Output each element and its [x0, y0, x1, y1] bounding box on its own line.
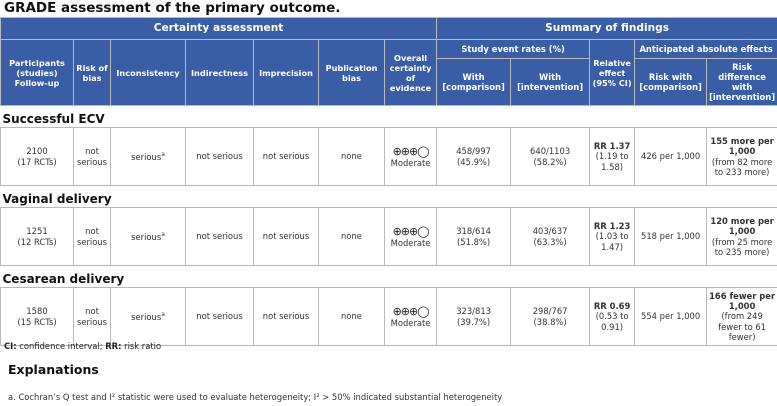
risk-with-comparison-cell: 518 per 1,000	[635, 208, 707, 266]
certainty-assessment-header: Certainty assessment	[1, 18, 437, 40]
publication-bias-cell: none	[319, 128, 385, 186]
indirectness-cell: not serious	[186, 208, 254, 266]
relative-effect-cell: RR 1.37 (1.19 to 1.58)	[590, 128, 635, 186]
summary-of-findings-header: Summary of findings	[437, 18, 777, 40]
with-comparison-cell: 323/813 (39.7%)	[437, 288, 511, 346]
col-overall-certainty: Overall certainty of evidence	[385, 40, 437, 106]
col-imprecision: Imprecision	[254, 40, 319, 106]
indirectness-cell: not serious	[186, 288, 254, 346]
outcome-rows	[1, 106, 777, 346]
col-with-intervention: With [intervention]	[511, 59, 590, 106]
anticipated-effects-header: Anticipated absolute effects	[635, 40, 777, 59]
col-risk-difference: Risk difference with [intervention]	[707, 59, 777, 106]
outcome-name: Successful ECV	[2, 112, 105, 127]
risk-with-comparison-cell: 554 per 1,000	[635, 288, 707, 346]
abbreviations-footnote: CI: confidence interval; RR: risk ratio	[4, 341, 162, 351]
col-participants: Participants (studies) Follow-up	[1, 40, 74, 106]
col-relative-effect: Relative effect (95% CI)	[590, 40, 635, 106]
certainty-cell: ⊕⊕⊕◯ Moderate	[385, 288, 437, 346]
risk-difference-cell: 166 fewer per 1,000 (from 249 fewer to 61 fewer)	[707, 288, 777, 346]
col-publication-bias: Publication bias	[319, 40, 385, 106]
with-intervention-cell: 298/767 (38.8%)	[511, 288, 590, 346]
relative-effect-cell: RR 1.23 (1.03 to 1.47)	[590, 208, 635, 266]
outcome-name: Vaginal delivery	[2, 192, 112, 207]
col-risk-of-bias: Risk of bias	[74, 40, 111, 106]
inconsistency-cell: serious$^a$	[111, 208, 186, 266]
imprecision-cell: not serious	[254, 288, 319, 346]
certainty-cell: ⊕⊕⊕◯ Moderate	[385, 128, 437, 186]
risk-difference-cell: 155 more per 1,000 (from 82 more to 233 more)	[707, 128, 777, 186]
col-inconsistency: Inconsistency	[111, 40, 186, 106]
outcome-name: Cesarean delivery	[2, 272, 125, 287]
table-row	[1, 288, 777, 346]
relative-effect-cell: RR 0.69 (0.53 to 0.91)	[590, 288, 635, 346]
explanations-heading: Explanations	[8, 362, 99, 377]
indirectness-cell: not serious	[186, 128, 254, 186]
inconsistency-cell: serious$^a$	[111, 128, 186, 186]
risk-of-bias-cell: not serious	[74, 288, 111, 346]
publication-bias-cell: none	[319, 208, 385, 266]
risk-of-bias-cell: not serious	[74, 128, 111, 186]
with-comparison-cell: 318/614 (51.8%)	[437, 208, 511, 266]
table-row	[1, 128, 777, 186]
outcome-section-row	[1, 266, 777, 288]
col-indirectness: Indirectness	[186, 40, 254, 106]
certainty-cell: ⊕⊕⊕◯ Moderate	[385, 208, 437, 266]
col-with-comparison: With [comparison]	[437, 59, 511, 106]
participants-cell: 2100 (17 RCTs)	[1, 128, 74, 186]
outcome-section-row	[1, 106, 777, 128]
certainty-symbols: ⊕⊕⊕◯	[392, 144, 429, 158]
grade-table	[0, 17, 777, 346]
with-intervention-cell: 403/637 (63.3%)	[511, 208, 590, 266]
imprecision-cell: not serious	[254, 128, 319, 186]
participants-cell: 1580 (15 RCTs)	[1, 288, 74, 346]
with-comparison-cell: 458/997 (45.9%)	[437, 128, 511, 186]
outcome-section-row	[1, 186, 777, 208]
certainty-symbols: ⊕⊕⊕◯	[392, 224, 429, 238]
certainty-symbols: ⊕⊕⊕◯	[392, 304, 429, 318]
publication-bias-cell: none	[319, 288, 385, 346]
imprecision-cell: not serious	[254, 208, 319, 266]
table-row	[1, 208, 777, 266]
page-title: GRADE assessment of the primary outcome.	[4, 0, 341, 16]
col-risk-with-comparison: Risk with [comparison]	[635, 59, 707, 106]
risk-with-comparison-cell: 426 per 1,000	[635, 128, 707, 186]
risk-of-bias-cell: not serious	[74, 208, 111, 266]
participants-cell: 1251 (12 RCTs)	[1, 208, 74, 266]
explanation-a: a. Cochran’s Q test and I² statistic were used to evaluate heterogeneity; I² > 50% indicated substantial heterogeneity	[8, 392, 503, 402]
with-intervention-cell: 640/1103 (58.2%)	[511, 128, 590, 186]
inconsistency-cell: serious$^a$	[111, 288, 186, 346]
risk-difference-cell: 120 more per 1,000 (from 25 more to 235 more)	[707, 208, 777, 266]
study-event-rates-header: Study event rates (%)	[437, 40, 590, 59]
